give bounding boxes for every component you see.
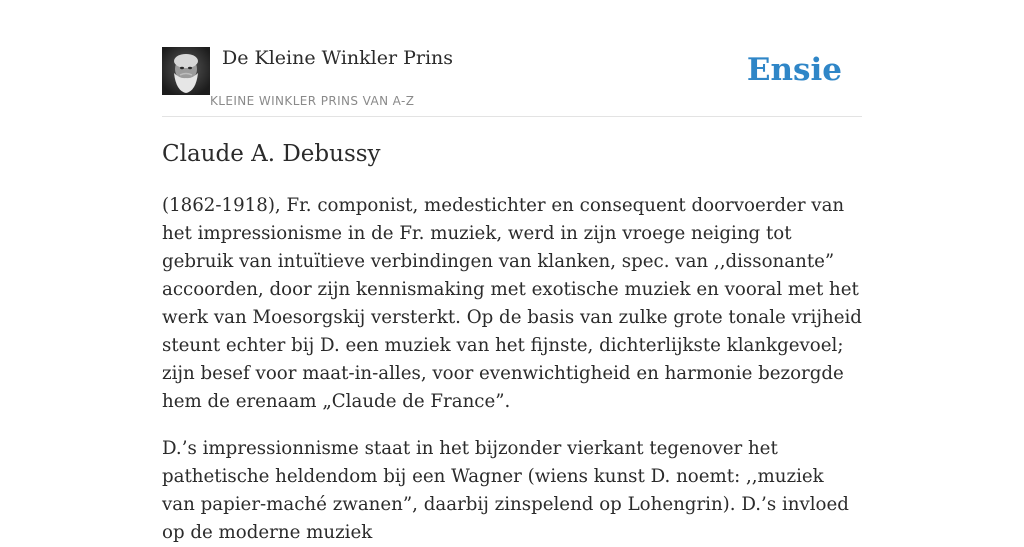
source-title[interactable]: De Kleine Winkler Prins [222,47,454,69]
article-paragraph-2: D.’s impressionnisme staat in het bijzonder vierkant tegenover het pathetische heldendom bij een Wagner (wiens kunst D. noemt: ,,muziek van papier-maché zwanen”, daarbij zinspelend op Lohengrin). D.’s invloed op de moderne muziek [162,438,849,543]
brand-logo[interactable]: Ensie [746,52,842,88]
avatar[interactable] [162,47,210,95]
source-header [162,44,862,117]
article-paragraph-1: (1862-1918), Fr. componist, medestichter en consequent doorvoerder van het impressionisme in de Fr. muziek, werd in zijn vroege neiging tot gebruik van intuïtieve verbindingen van klanken, spec. van ,,dissonante” accoorden, door zijn kennismaking met exotische muziek en vooral met het werk van Moesorgskij versterkt. Op de basis van zulke grote tonale vrijheid steunt echter bij D. een muziek van het fijnste, dichterlijkste klankgevoel; zijn besef voor maat-in-alles, voor evenwichtigheid en harmonie bezorgde hem de erenaam „Claude de France”. [162,195,862,412]
source-subtitle[interactable]: KLEINE WINKLER PRINS VAN A-Z [210,94,415,108]
article-title: Claude A. Debussy [162,141,381,167]
bearded-man-portrait-icon [162,47,210,95]
article [162,138,862,547]
